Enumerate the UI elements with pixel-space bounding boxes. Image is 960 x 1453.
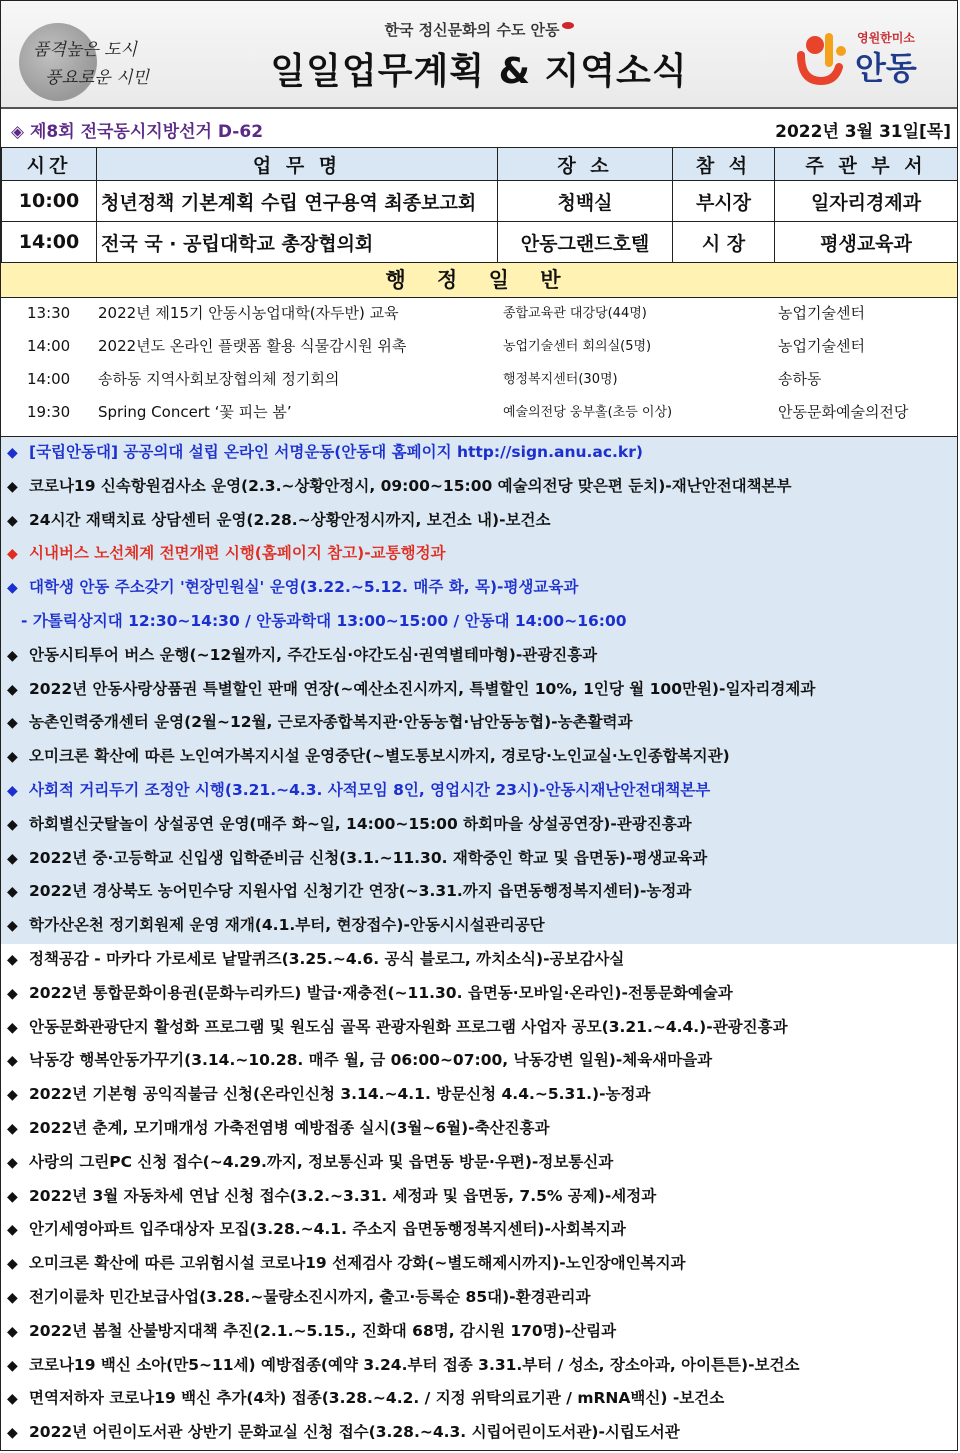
news-text: 사랑의 그린PC 신청 접수(~4.29.까지, 정보통신과 및 읍면동 방문·우편)-정보통신과 (29, 1152, 614, 1171)
diamond-bullet-icon: ◆ (7, 1425, 18, 1442)
diamond-bullet-icon: ◆ (7, 1357, 18, 1374)
cell-place: 안동그랜드호텔 (498, 222, 673, 263)
news-text: 오미크론 확산에 따른 고위험시설 코로나19 선제검사 강화(~별도해제시까지)-노인장애인복지과 (29, 1254, 686, 1273)
diamond-bullet-icon: ◆ (7, 1222, 18, 1239)
diamond-bullet-icon: ◆ (7, 749, 18, 766)
news-text: 하회별신굿탈놀이 상설공연 운영(매주 화~일, 14:00~15:00 하회마을 상설공연장)-관광진흥과 (29, 814, 692, 833)
diamond-bullet-icon: ◆ (7, 478, 18, 495)
logo-subtext: 영원한미소 (857, 31, 915, 45)
table-row (2, 181, 958, 222)
news-item (1, 1281, 957, 1315)
news-text: 2022년 안동사랑상품권 특별할인 판매 연장(~예산소진시까지, 특별할인 10%, 1인당 월 100만원)-일자리경제과 (29, 679, 816, 698)
news-item (1, 673, 957, 707)
news-item (1, 1011, 957, 1045)
list-item (1, 396, 957, 429)
news-text: [국립안동대] 공공의대 설립 온라인 서명운동(안동대 홈페이지 http://sign.anu.ac.kr) (29, 443, 643, 461)
news-text: - 가톨릭상지대 12:30~14:30 / 안동과학대 13:00~15:00 / 안동대 14:00~16:00 (21, 611, 627, 630)
news-text: 농촌인력중개센터 운영(2월~12월, 근로자종합복지관·안동농협·남안동농협)-농촌활력과 (29, 713, 633, 732)
news-text: 낙동강 행복안동가꾸기(3.14.~10.28. 매주 월, 금 06:00~07:00, 낙동강변 일원)-체육새마을과 (29, 1051, 713, 1070)
cell-dept: 일자리경제과 (775, 181, 958, 222)
news-text: 2022년 어린이도서관 상반기 문화교실 신청 접수(3.28.~4.3. 시립어린이도서관)-시립도서관 (29, 1423, 680, 1442)
diamond-bullet-icon: ◆ (7, 850, 18, 867)
news-item (1, 943, 957, 977)
diamond-bullet-icon: ◆ (7, 580, 18, 597)
admin-name: 송하동 지역사회보장협의체 정기회의 (98, 370, 340, 388)
news-item (1, 1078, 957, 1112)
list-item (1, 330, 957, 363)
news-text: 2022년 3월 자동차세 연납 신청 접수(3.2.~3.31. 세정과 및 읍면동, 7.5% 공제)-세정과 (29, 1186, 657, 1205)
news-item (1, 470, 957, 504)
news-item (1, 1382, 957, 1416)
news-text: 안기세영아파트 입주대상자 모집(3.28.~4.1. 주소지 읍면동행정복지센터)-사회복지과 (29, 1220, 626, 1239)
news-text: 정책공감 - 마카다 가로세로 낱말퀴즈(3.25.~4.6. 공식 블로그, 까치소식)-공보감사실 (29, 949, 625, 968)
admin-name: 2022년 제15기 안동시농업대학(자두반) 교육 (98, 304, 399, 322)
news-text: 면역저하자 코로나19 백신 추가(4차) 접종(3.28.~4.2. / 지정 위탁의료기관 / mRNA백신) -보건소 (29, 1389, 725, 1408)
cell-time: 10:00 (2, 181, 97, 222)
news-text: 코로나19 신속항원검사소 운영(2.3.~상황안정시, 09:00~15:00 예술의전당 맞은편 둔치)-재난안전대책본부 (29, 476, 792, 495)
news-text: 안동문화관광단지 활성화 프로그램 및 원도심 골목 관광자원화 프로그램 사업자 공모(3.21.~4.4.)-관광진흥과 (29, 1017, 788, 1036)
news-item (1, 605, 957, 639)
news-item (1, 1315, 957, 1349)
diamond-bullet-icon: ◆ (7, 1289, 18, 1306)
schedule-table (1, 147, 958, 263)
news-item (1, 1247, 957, 1281)
diamond-bullet-icon: ◆ (7, 546, 18, 563)
admin-dept: 송하동 (778, 370, 822, 388)
election-countdown: ◈ 제8회 전국동시지방선거 D-62 (11, 122, 264, 142)
diamond-bullet-icon: ◆ (7, 1053, 18, 1070)
news-item (1, 537, 957, 571)
diamond-bullet-icon: ◆ (7, 918, 18, 935)
col-attend: 참 석 (673, 148, 775, 181)
news-item (1, 1146, 957, 1180)
diamond-bullet-icon: ◆ (7, 512, 18, 529)
news-text: 2022년 봄철 산불방지대책 추진(2.1.~5.15., 진화대 68명, 감시원 170명)-산림과 (29, 1321, 617, 1340)
diamond-bullet-icon: ◆ (7, 1154, 18, 1171)
admin-time: 14:00 (27, 370, 71, 388)
news-item (1, 1044, 957, 1078)
news-text: 코로나19 백신 소아(만5~11세) 예방접종(예약 3.24.부터 접종 3.31.부터 / 성소, 장소아과, 아이튼튼)-보건소 (29, 1355, 800, 1374)
news-item (1, 571, 957, 605)
report-date: 2022년 3월 31일[목] (775, 122, 951, 142)
diamond-bullet-icon: ◆ (7, 445, 18, 461)
diamond-bullet-icon: ◆ (7, 1323, 18, 1340)
news-item (1, 740, 957, 774)
diamond-bullet-icon: ◆ (7, 782, 18, 799)
admin-time: 14:00 (27, 337, 71, 355)
admin-time: 13:30 (27, 304, 71, 322)
andong-logo-icon (795, 29, 851, 85)
news-item (1, 909, 957, 943)
cell-attend: 시 장 (673, 222, 775, 263)
diamond-bullet-icon: ◆ (7, 681, 18, 698)
diamond-bullet-icon: ◆ (7, 1391, 18, 1408)
diamond-bullet-icon: ◆ (7, 884, 18, 901)
list-item (1, 297, 957, 330)
slogan-line-2: 풍요로운 시민 (45, 68, 149, 88)
news-item (1, 1349, 957, 1383)
diamond-bullet-icon: ◆ (7, 816, 18, 833)
news-text: 시내버스 노선체계 전면개편 시행(홈페이지 참고)-교통행정과 (29, 544, 446, 563)
admin-place: 농업기술센터 회의실(5명) (503, 339, 652, 354)
cell-task: 청년정책 기본계획 수립 연구용역 최종보고회 (97, 181, 498, 222)
news-item (1, 977, 957, 1011)
news-text: 2022년 기본형 공익직불금 신청(온라인신청 3.14.~4.1. 방문신청 4.4.~5.31.)-농정과 (29, 1085, 651, 1104)
diamond-bullet-icon: ◆ (7, 647, 18, 664)
diamond-bullet-icon: ◆ (7, 1120, 18, 1137)
cell-place: 청백실 (498, 181, 673, 222)
news-text: 24시간 재택치료 상담센터 운영(2.28.~상황안정시까지, 보건소 내)-보건소 (29, 510, 551, 529)
diamond-bullet-icon: ◆ (7, 1256, 18, 1273)
diamond-bullet-icon: ◆ (7, 1019, 18, 1036)
admin-dept: 안동문화예술의전당 (778, 403, 909, 421)
news-text: 2022년 춘계, 모기매개성 가축전염병 예방접종 실시(3월~6월)-축산진흥과 (29, 1118, 550, 1137)
col-dept: 주 관 부 서 (775, 148, 958, 181)
tagline-mark-icon (562, 22, 574, 29)
admin-place: 예술의전당 웅부홀(초등 이상) (503, 405, 673, 420)
cell-dept: 평생교육과 (775, 222, 958, 263)
logo-text: 안동 (855, 49, 917, 87)
admin-dept: 농업기술센터 (778, 304, 865, 322)
admin-dept: 농업기술센터 (778, 337, 865, 355)
col-time: 시간 (2, 148, 97, 181)
header (1, 1, 957, 109)
news-item (1, 706, 957, 740)
news-item (1, 1416, 957, 1450)
admin-name: Spring Concert ‘꽃 피는 봄’ (98, 403, 292, 421)
news-item (1, 1112, 957, 1146)
admin-place: 행정복지센터(30명) (503, 372, 618, 387)
col-task: 업 무 명 (97, 148, 498, 181)
schedule-header-row (2, 148, 958, 181)
admin-name: 2022년도 온라인 플랫폼 활용 식물감시원 위촉 (98, 337, 407, 355)
news-item (1, 808, 957, 842)
election-bar (1, 109, 957, 148)
news-item (1, 842, 957, 876)
admin-list (1, 297, 957, 433)
news-item (1, 875, 957, 909)
diamond-bullet-icon: ◆ (7, 1188, 18, 1205)
slogan-line-1: 품격높은 도시 (33, 40, 137, 60)
admin-section-title: 행 정 일 반 (1, 262, 957, 298)
table-row (2, 222, 958, 263)
admin-time: 19:30 (27, 403, 71, 421)
diamond-bullet-icon: ◆ (7, 985, 18, 1002)
news-text: 전기이륜차 민간보급사업(3.28.~물량소진시까지, 출고·등록순 85대)-환경관리과 (29, 1287, 591, 1306)
news-text: 대학생 안동 주소갖기 '현장민원실' 운영(3.22.~5.12. 매주 화, 목)-평생교육과 (29, 578, 579, 597)
news-text: 2022년 중·고등학교 신입생 입학준비금 신청(3.1.~11.30. 재학중인 학교 및 읍면동)-평생교육과 (29, 848, 708, 867)
news-item (1, 1213, 957, 1247)
page-title: 일일업무계획 & 지역소식 (270, 51, 688, 92)
news-item (1, 436, 957, 470)
news-text: 2022년 통합문화이용권(문화누리카드) 발급·재충전(~11.30. 읍면동·모바일·온라인)-전통문화예술과 (29, 983, 733, 1002)
diamond-bullet-icon: ◆ (7, 1087, 18, 1104)
cell-task: 전국 국 · 공립대학교 총장협의회 (97, 222, 498, 263)
news-list (1, 436, 957, 1450)
news-item (1, 639, 957, 673)
col-place: 장 소 (498, 148, 673, 181)
news-text: 2022년 경상북도 농어민수당 지원사업 신청기간 연장(~3.31.까지 읍면동행정복지센터)-농정과 (29, 882, 692, 901)
list-item (1, 363, 957, 396)
cell-time: 14:00 (2, 222, 97, 263)
news-text: 학가산온천 정기회원제 운영 재개(4.1.부터, 현장접수)-안동시시설관리공단 (29, 916, 545, 935)
news-text: 오미크론 확산에 따른 노인여가복지시설 운영중단(~별도통보시까지, 경로당·노인교실·노인종합복지관) (29, 747, 730, 766)
admin-place: 종합교육관 대강당(44명) (503, 306, 647, 321)
diamond-bullet-icon: ◆ (7, 951, 18, 968)
cell-attend: 부시장 (673, 181, 775, 222)
andong-logo (795, 27, 935, 87)
news-item (1, 1180, 957, 1214)
news-item (1, 504, 957, 538)
tagline-text: 한국 정신문화의 수도 안동 (384, 21, 560, 39)
news-item (1, 774, 957, 808)
news-text: 사회적 거리두기 조정안 시행(3.21.~4.3. 사적모임 8인, 영업시간 23시)-안동시재난안전대책본부 (29, 780, 711, 799)
diamond-bullet-icon: ◆ (7, 715, 18, 732)
news-text: 안동시티투어 버스 운행(~12월까지, 주간도심·야간도심·권역별테마형)-관광진흥과 (29, 645, 598, 664)
